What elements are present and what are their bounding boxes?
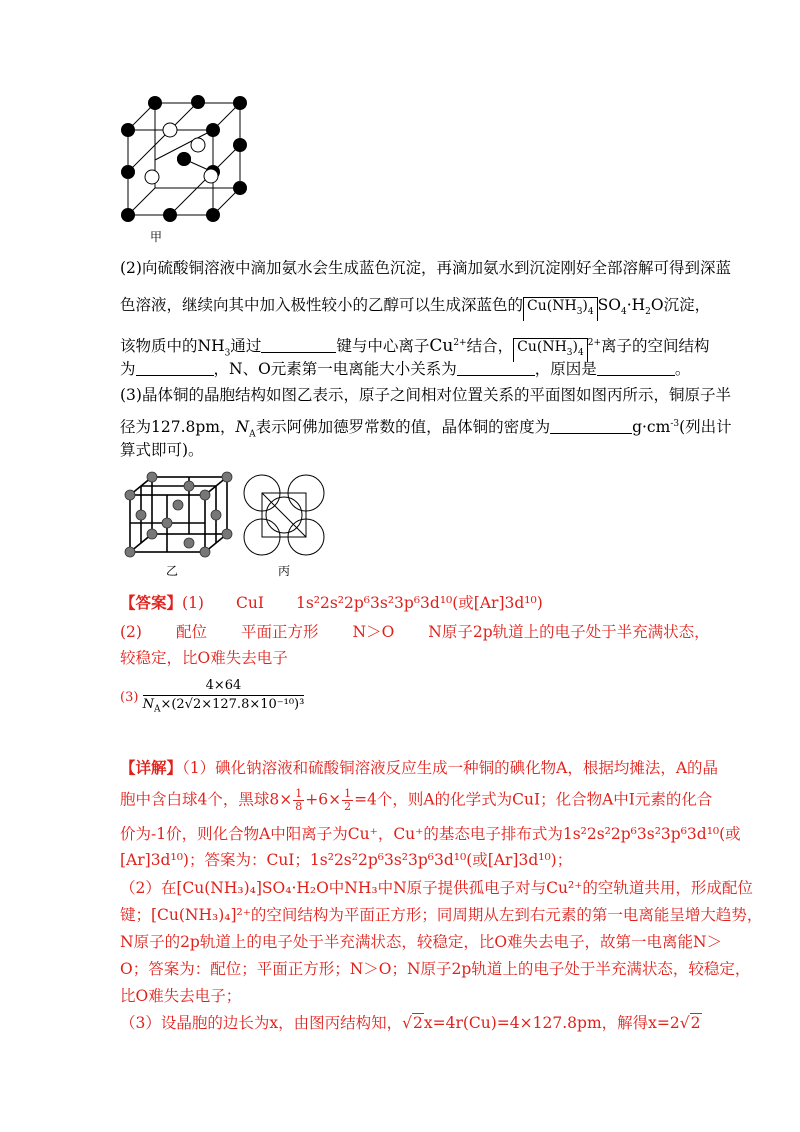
answer-line-2: (2) 配位 平面正方形 N＞O N原子2p轨道上的电子处于半充满状态， [120,623,710,641]
figure-yi-caption: 乙 [166,564,179,578]
detail-line-5: （2）在[Cu(NH₃)₄]SO₄·H₂O中NH₃中N原子提供孤电子对与Cu²⁺的空轨道共用，形成配位 [120,879,753,897]
answer-line-3: 较稳定，比O难失去电子 [120,649,288,667]
detail-line-7: N原子的2p轨道上的电子处于半充满状态，较稳定，比O难失去电子，故第一电离能N＞ [120,933,723,951]
detail-line-2: 胞中含白球4个，黑球8× $\frac{1}{8}$ +6× $\frac{1}{2}$ =4个，则A的化学式为CuI；化合物A中I元素的化合 [120,787,713,813]
detail-line-9: 比O难失去电子； [120,987,242,1005]
q2-line-2: 色溶液，继续向其中加入极性较小的乙醇可以生成深蓝色的 $Cu(NH_3)_4$ $SO_4\cdot H_2O$沉淀， [120,295,710,322]
detail-line-4: [Ar]3d¹⁰)；答案为：CuI；1s²2s²2p⁶3s²3p⁶3d¹⁰(或[Ar]3d¹⁰)； [120,851,573,869]
q3-line-1: (3)晶体铜的晶胞结构如图乙表示，原子之间相对位置关系的平面图如图丙所示，铜原子半 [120,386,731,404]
q3-line-2: 径为127.8pm，$N_A$表示阿佛加德罗常数的值，晶体铜的密度为 $g\cdot cm^{-3}$(列出计 [120,418,732,440]
detail-line-6: 键；[Cu(NH₃)₄]²⁺的空间结构为平面正方形；同周期从左到右元素的第一电离能呈增大趋势， [120,906,763,924]
q2-line-1: (2)向硫酸铜溶液中滴加氨水会生成蓝色沉淀，再滴加氨水到沉淀刚好全部溶解可得到深蓝 [120,259,731,277]
q2-line-3: 该物质中的$NH_3$通过 键与中心离子$Cu^{2+}$结合， $Cu(NH_3)_4^{2+}$离子的空间结构 [120,333,710,363]
detail-line-1: 【详解】（1）碘化钠溶液和硫酸铜溶液反应生成一种铜的碘化物A，根据均摊法，A的晶 [120,758,719,777]
figure-bing-caption: 丙 [278,564,291,578]
q3-line-3: 算式即可)。 [120,441,204,459]
q2-line-4: 为 ，N、O元素第一电离能大小关系为 ，原因是 。 [120,360,691,378]
answer-line-1: 【答案】(1) CuI 1s²2s²2p⁶3s²3p⁶3d¹⁰(或[Ar]3d¹⁰) [120,593,543,612]
figure-jia-caption: 甲 [150,230,163,244]
answer-line-4: (3) $\frac{4\times 64}{N_A\times(2√2\times 127.8\times 10^{-10})^3}$ [120,678,305,715]
detail-line-8: O；答案为：配位；平面正方形；N＞O；N原子2p轨道上的电子处于半充满状态，较稳定， [120,960,751,978]
detail-line-10: （3）设晶胞的边长为x，由图丙结构知，√2x=4r(Cu)=4×127.8pm，解得x=2√2 [120,1014,701,1032]
detail-line-3: 价为-1价，则化合物A中阳离子为Cu⁺，Cu⁺的基态电子排布式为1s²2s²2p⁶3s²3p⁶3d¹⁰(或 [120,825,741,843]
